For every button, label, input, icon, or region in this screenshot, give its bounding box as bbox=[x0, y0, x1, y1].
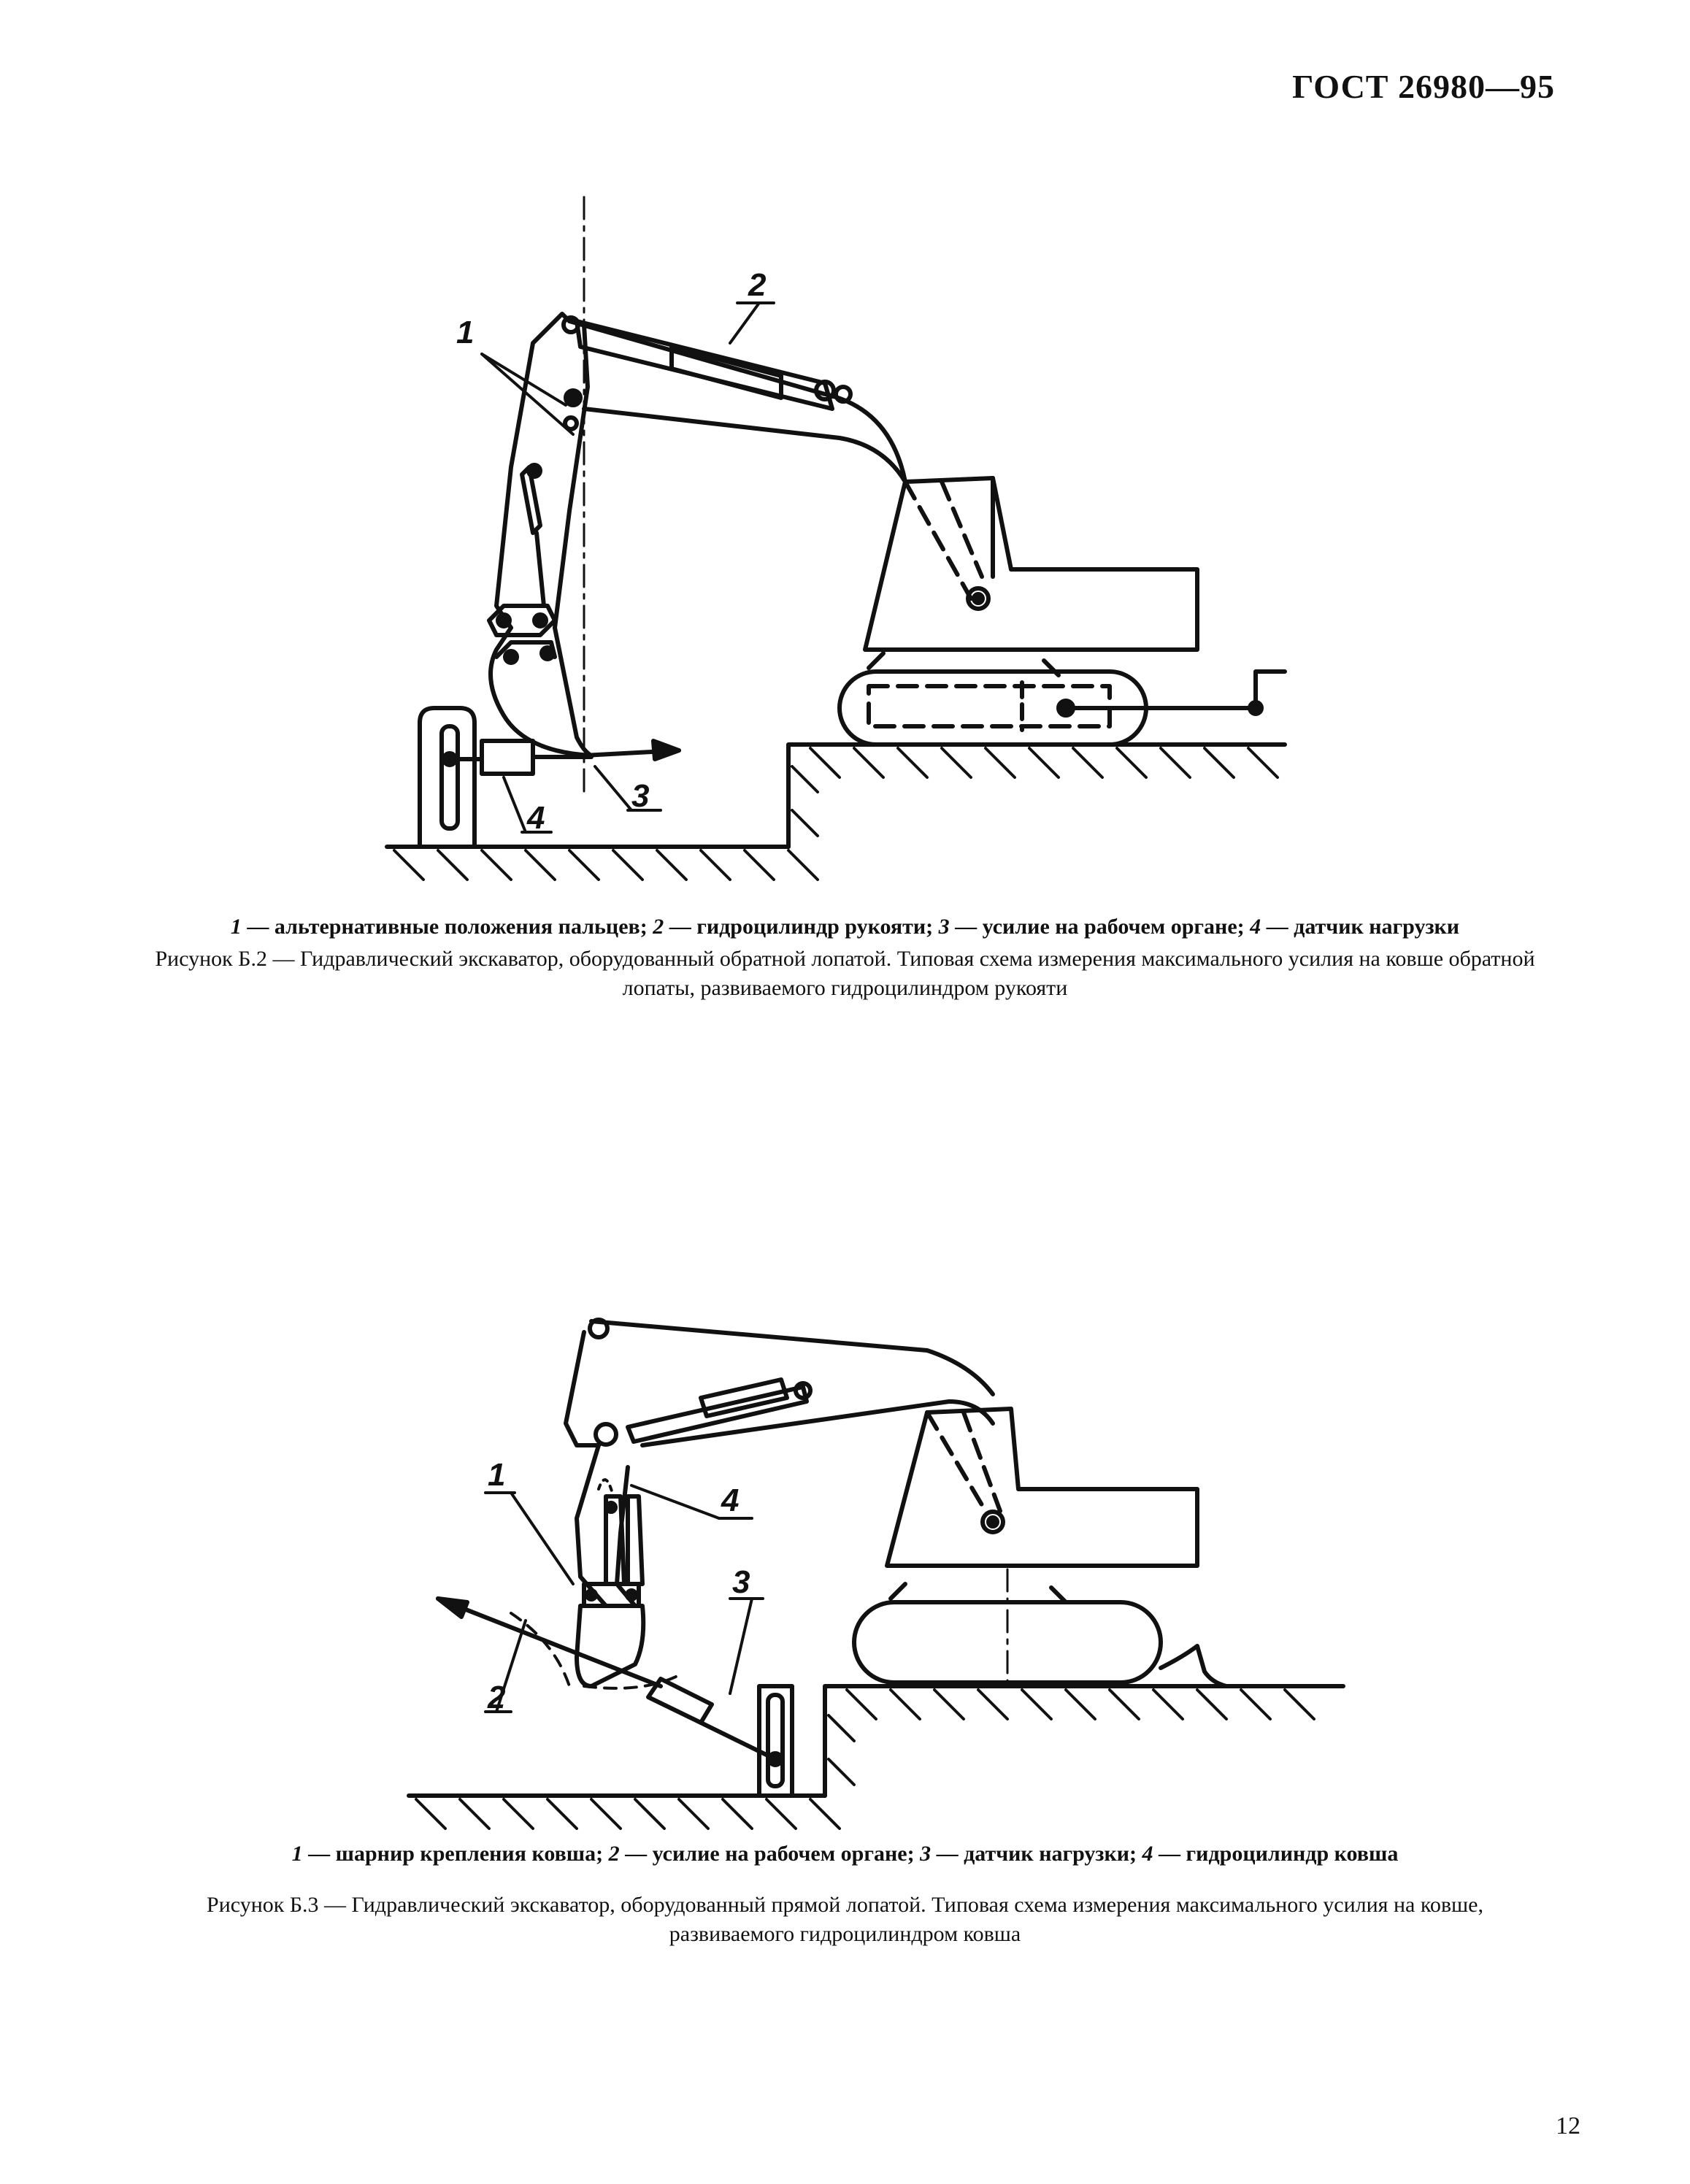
page-number: 12 bbox=[1556, 2112, 1580, 2139]
legend-b2-num-2: 2 bbox=[653, 915, 664, 939]
legend-b3-text-4: — гидроцилиндр ковша bbox=[1159, 1842, 1399, 1866]
fig-b3-label-4: 4 bbox=[721, 1483, 740, 1518]
legend-b3-num-2: 2 bbox=[608, 1842, 620, 1866]
legend-b3-text-1: — шарнир крепления ковша; bbox=[308, 1842, 604, 1866]
legend-b3-num-4: 4 bbox=[1142, 1842, 1153, 1866]
legend-b2-text-4: — датчик нагрузки bbox=[1266, 915, 1460, 939]
figure-b2-caption: Рисунок Б.2 — Гидравлический экскаватор, оборудованный обратной лопатой. Типовая схема измерения максимального усилия на ковше обратной лопаты, развиваемого гидроцилиндром рукояти bbox=[155, 947, 1535, 1000]
figure-b3-legend bbox=[146, 1839, 1544, 1869]
fig-b3-label-3: 3 bbox=[732, 1564, 750, 1600]
fig-b3-label-1: 1 bbox=[488, 1457, 506, 1493]
figure-b2-legend bbox=[146, 912, 1544, 942]
fig-b2-label-3: 3 bbox=[631, 778, 650, 814]
legend-b3-num-1: 1 bbox=[291, 1842, 303, 1866]
fig-b2-label-1: 1 bbox=[456, 315, 475, 350]
figure-b2-caption-block bbox=[146, 912, 1544, 1003]
fig-b3-label-2: 2 bbox=[488, 1680, 506, 1715]
fig-b2-label-4: 4 bbox=[527, 800, 545, 836]
legend-b2-text-3: — усилие на рабочем органе; bbox=[955, 915, 1245, 939]
legend-b3-text-2: — усилие на рабочем органе; bbox=[625, 1842, 915, 1866]
legend-b2-text-1: — альтернативные положения пальцев; bbox=[247, 915, 648, 939]
legend-b3-num-3: 3 bbox=[920, 1842, 932, 1866]
legend-b2-num-4: 4 bbox=[1250, 915, 1261, 939]
figure-b2-drawing bbox=[0, 0, 1690, 898]
document-header: ГОСТ 26980—95 bbox=[1292, 68, 1555, 105]
legend-b2-num-1: 1 bbox=[230, 915, 242, 939]
legend-b2-num-3: 3 bbox=[938, 915, 950, 939]
figure-b3-caption-block bbox=[146, 1839, 1544, 1949]
fig-b2-label-2: 2 bbox=[748, 267, 767, 303]
figure-b3-drawing bbox=[0, 1277, 1690, 1905]
legend-b2-text-2: — гидроцилиндр рукояти; bbox=[669, 915, 934, 939]
figure-b3-caption: Рисунок Б.3 — Гидравлический экскаватор, оборудованный прямой лопатой. Типовая схема измерения максимального усилия на ковше, развиваемого гидроцилиндром ковша bbox=[207, 1893, 1483, 1946]
legend-b3-text-3: — датчик нагрузки; bbox=[936, 1842, 1137, 1866]
